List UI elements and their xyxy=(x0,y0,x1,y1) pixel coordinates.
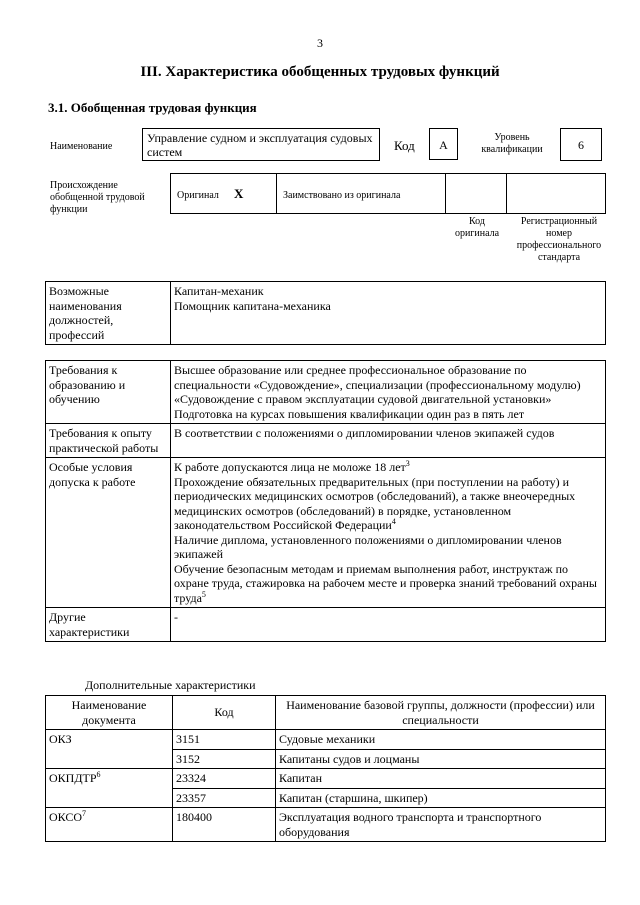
position-item: Помощник капитана-механика xyxy=(174,298,331,313)
other-value: - xyxy=(171,608,606,642)
code-box xyxy=(429,128,458,160)
condition-line: Прохождение обязательных предварительных (при поступлении на работу) и периодических медицинских осмотров (обследований), а также внеочередных медицинских осмотров (обследований) в порядке, установленном законодательством Российской Федерации$^4$ xyxy=(174,474,576,532)
code-label: Код xyxy=(394,138,415,153)
code-cell: 23324 xyxy=(173,769,276,789)
name-cell: Капитан (старшина, шкипер) xyxy=(276,788,606,808)
experience-value: В соответствии с положениями о дипломировании членов экипажей судов xyxy=(171,424,606,458)
name-label: Наименование xyxy=(50,141,113,152)
additional-caption: Дополнительные характеристики xyxy=(85,678,256,692)
function-name: Управление судном и эксплуатация судовых систем xyxy=(147,131,373,159)
level-value: 6 xyxy=(578,138,584,152)
doc-cell xyxy=(46,749,173,769)
footnote-mark: 6 xyxy=(96,770,101,779)
condition-line: Обучение безопасным методам и приемам выполнения работ, инструктаж по охране труда, стажировка на рабочем месте и проверка знаний требований охраны труда$^5$ xyxy=(174,561,597,605)
education-line: Высшее образование или среднее профессиональное образование по специальности «Судовождение», специализации (профессиональному модулю) «Судовождение с правом эксплуатации судовой двигательной установки» xyxy=(174,363,581,406)
original-mark: X xyxy=(234,186,244,201)
requirements-table xyxy=(45,360,606,642)
condition-line: К работе допускаются лица не моложе 18 лет$^3$ xyxy=(174,459,410,474)
experience-label: Требования к опыту практической работы xyxy=(46,424,171,458)
level-box xyxy=(560,128,602,161)
positions-values xyxy=(171,282,606,345)
doc-cell: ОКЗ xyxy=(46,730,173,750)
subsection-title: 3.1. Обобщенная трудовая функция xyxy=(48,100,257,115)
doc-cell: ОКПДТР$^6$ xyxy=(46,769,173,789)
name-cell: Эксплуатация водного транспорта и транспортного оборудования xyxy=(276,808,606,842)
education-values xyxy=(171,361,606,424)
page-number: 3 xyxy=(317,36,323,50)
code-value: A xyxy=(439,138,448,152)
table-row xyxy=(46,749,606,769)
borrowed-label: Заимствовано из оригинала xyxy=(283,190,401,201)
footnote-mark: 5 xyxy=(201,589,206,599)
footnote-mark: 4 xyxy=(391,517,396,526)
name-cell: Капитаны судов и лоцманы xyxy=(276,749,606,769)
origin-label: Происхождение обобщенной трудовой функции xyxy=(50,180,145,215)
code-original-caption: Код оригинала xyxy=(454,216,500,239)
table-row xyxy=(46,730,606,750)
table-row xyxy=(46,769,606,789)
positions-table xyxy=(45,281,606,345)
section-title: III. Характеристика обобщенных трудовых функций xyxy=(140,64,500,80)
other-row xyxy=(46,608,606,642)
code-cell: 23357 xyxy=(173,788,276,808)
doc-cell xyxy=(46,788,173,808)
positions-row xyxy=(46,282,606,345)
original-label: Оригинал xyxy=(177,190,219,201)
name-cell: Капитан xyxy=(276,769,606,789)
additional-table xyxy=(45,695,606,842)
experience-row xyxy=(46,424,606,458)
origin-divider-1 xyxy=(276,173,277,214)
header-code: Код xyxy=(173,696,276,730)
origin-divider-3 xyxy=(506,173,507,214)
origin-divider-2 xyxy=(445,173,446,214)
education-label: Требования к образованию и обучению xyxy=(46,361,171,424)
other-label: Другие характеристики xyxy=(46,608,171,642)
function-name-box xyxy=(142,128,380,161)
education-line: Подготовка на курсах повышения квалификации один раз в пять лет xyxy=(174,406,525,421)
code-cell: 3152 xyxy=(173,749,276,769)
table-row xyxy=(46,788,606,808)
additional-header-row xyxy=(46,696,606,730)
positions-label: Возможные наименования должностей, профессий xyxy=(46,282,171,345)
code-cell: 3151 xyxy=(173,730,276,750)
condition-line: Наличие диплома, установленного положениями о дипломировании членов экипажей xyxy=(174,532,562,561)
special-conditions-values xyxy=(171,458,606,608)
level-label: Уровень квалификации xyxy=(481,132,543,155)
footnote-mark: 3 xyxy=(405,459,410,468)
special-conditions-label: Особые условия допуска к работе xyxy=(46,458,171,608)
special-conditions-row xyxy=(46,458,606,608)
table-row xyxy=(46,808,606,842)
education-row xyxy=(46,361,606,424)
code-cell: 180400 xyxy=(173,808,276,842)
reg-number-caption: Регистрационный номер профессионального стандарта xyxy=(516,216,602,263)
name-cell: Судовые механики xyxy=(276,730,606,750)
header-document: Наименование документа xyxy=(46,696,173,730)
doc-cell: ОКСО$^7$ xyxy=(46,808,173,842)
footnote-mark: 7 xyxy=(82,809,87,818)
position-item: Капитан-механик xyxy=(174,284,264,298)
header-name: Наименование базовой группы, должности (профессии) или специальности xyxy=(276,696,606,730)
